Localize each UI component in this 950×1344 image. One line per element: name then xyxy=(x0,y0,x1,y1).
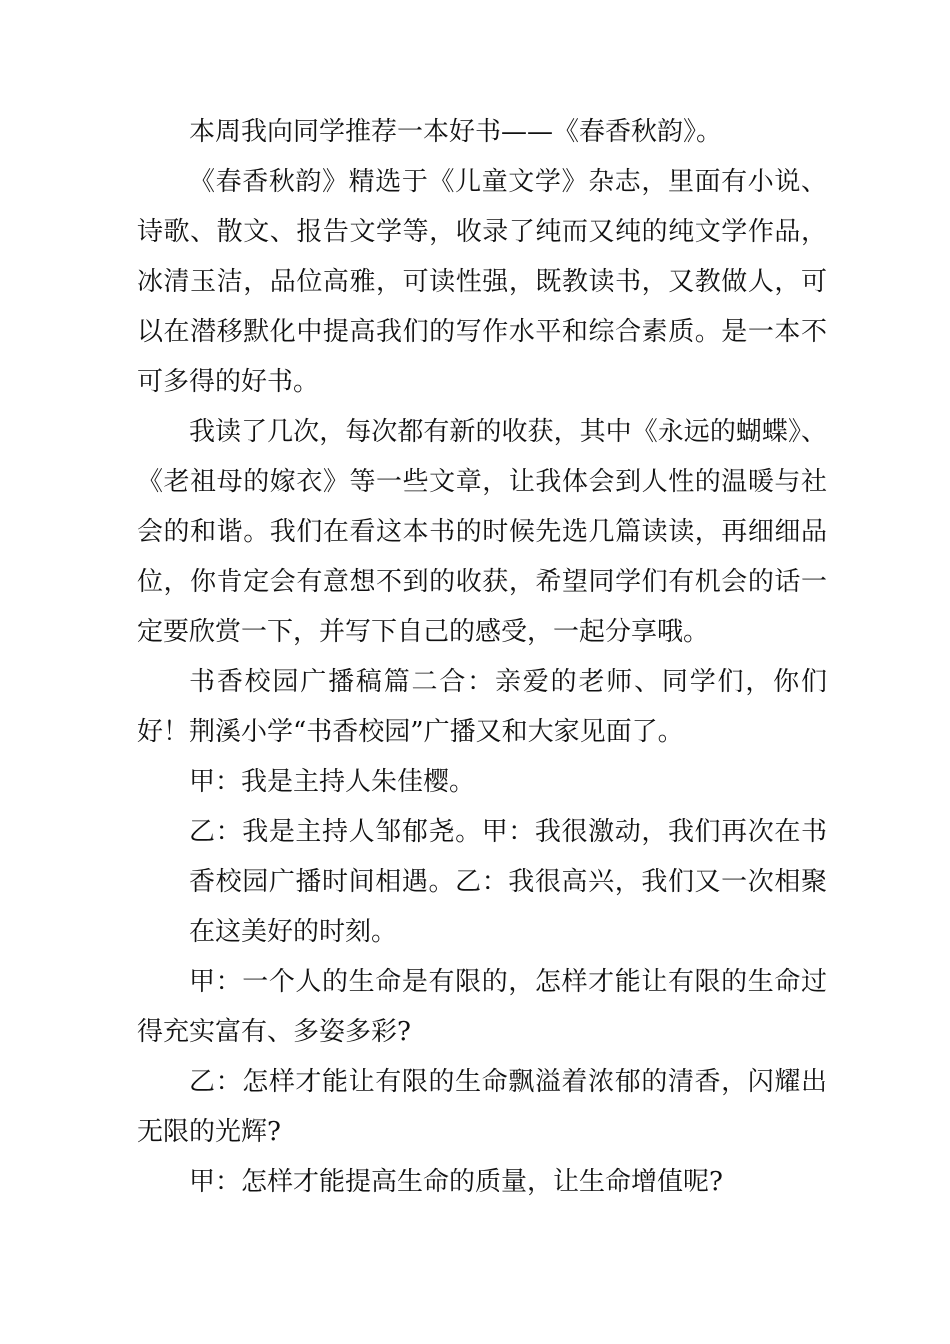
paragraph-8: 乙：怎样才能让有限的生命飘溢着浓郁的清香，闪耀出无限的光辉? xyxy=(137,1067,827,1147)
paragraph-4: 书香校园广播稿篇二合：亲爱的老师、同学们，你们好！荆溪小学“书香校园”广播又和大家见面了。 xyxy=(137,667,827,747)
paragraph-9: 甲：怎样才能提高生命的质量，让生命增值呢? xyxy=(189,1167,723,1197)
paragraph-1: 本周我向同学推荐一本好书——《春香秋韵》。 xyxy=(189,117,723,147)
paragraph-3: 我读了几次，每次都有新的收获，其中《永远的蝴蝶》、《老祖母的嫁衣》等一些文章，让我体会到人性的温暖与社会的和谐。我们在看这本书的时候先选几篇读读，再细细品位，你肯定会有意想不到的收获，希望同学们有机会的话一定要欣赏一下，并写下自己的感受，一起分享哦。 xyxy=(137,417,827,647)
paragraph-7: 甲：一个人的生命是有限的，怎样才能让有限的生命过得充实富有、多姿多彩? xyxy=(137,967,827,1047)
paragraph-5: 甲：我是主持人朱佳樱。 xyxy=(189,767,476,797)
paragraph-6: 乙：我是主持人邹郁尧。甲：我很激动，我们再次在书香校园广播时间相遇。乙：我很高兴，我们又一次相聚在这美好的时刻。 xyxy=(189,817,827,947)
paragraph-2: 《春香秋韵》精选于《儿童文学》杂志，里面有小说、诗歌、散文、报告文学等，收录了纯而又纯的纯文学作品，冰清玉洁，品位高雅，可读性强，既教读书，又教做人，可以在潜移默化中提高我们的写作水平和综合素质。是一本不可多得的好书。 xyxy=(137,167,827,397)
document-body xyxy=(137,107,827,1207)
